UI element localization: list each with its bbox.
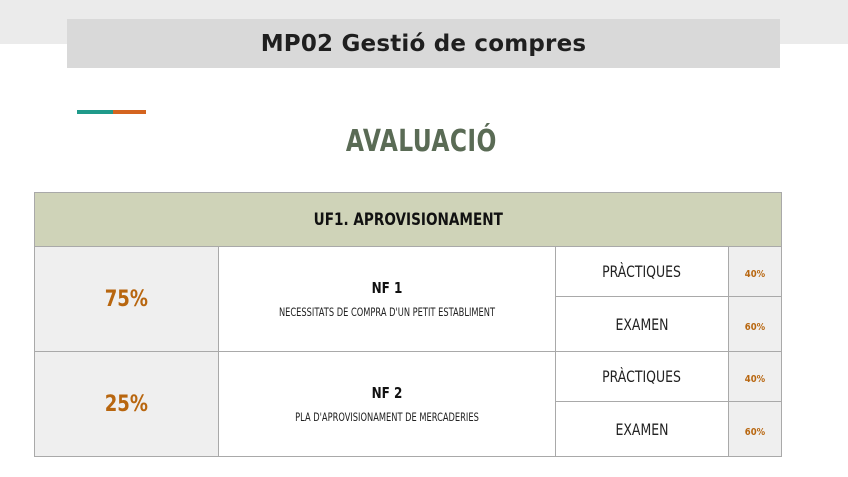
component-weight: 40% bbox=[744, 269, 766, 280]
nf-cell bbox=[219, 247, 556, 352]
table-row bbox=[35, 352, 782, 402]
component-cell bbox=[556, 297, 729, 352]
uf-header-row bbox=[35, 193, 782, 247]
weight-cell bbox=[729, 352, 782, 402]
weight-cell bbox=[729, 402, 782, 457]
table-row bbox=[35, 247, 782, 297]
nf-description: PLA D'APROVISIONAMENT DE MERCADERIES bbox=[295, 410, 479, 424]
uf-title: UF1. APROVISIONAMENT bbox=[313, 209, 503, 230]
component-label: EXAMEN bbox=[615, 419, 669, 439]
weight-cell bbox=[729, 297, 782, 352]
nf-percentage: 25% bbox=[104, 391, 149, 417]
evaluation-table bbox=[34, 192, 782, 457]
page-title: MP02 Gestió de compres bbox=[260, 30, 587, 57]
component-cell bbox=[556, 352, 729, 402]
nf-name: NF 2 bbox=[371, 384, 403, 402]
weight-cell bbox=[729, 247, 782, 297]
component-weight: 60% bbox=[744, 321, 766, 333]
component-cell bbox=[556, 247, 729, 297]
section-heading: AVALUACIÓ bbox=[345, 124, 497, 159]
component-label: PRÀCTIQUES bbox=[602, 367, 682, 386]
component-cell bbox=[556, 402, 729, 457]
accent-line-orange bbox=[113, 110, 146, 114]
component-label: PRÀCTIQUES bbox=[602, 262, 682, 281]
accent-line-teal bbox=[77, 110, 113, 114]
nf-cell bbox=[219, 352, 556, 457]
component-weight: 40% bbox=[744, 374, 766, 385]
component-weight: 60% bbox=[744, 426, 766, 438]
nf-percentage: 75% bbox=[104, 286, 149, 312]
percentage-cell bbox=[35, 247, 219, 352]
uf-header-cell bbox=[35, 193, 782, 247]
nf-description: NECESSITATS DE COMPRA D'UN PETIT ESTABLIMENT bbox=[278, 305, 496, 319]
percentage-cell bbox=[35, 352, 219, 457]
title-bar bbox=[67, 19, 780, 68]
component-label: EXAMEN bbox=[615, 314, 669, 334]
nf-name: NF 1 bbox=[371, 279, 403, 297]
